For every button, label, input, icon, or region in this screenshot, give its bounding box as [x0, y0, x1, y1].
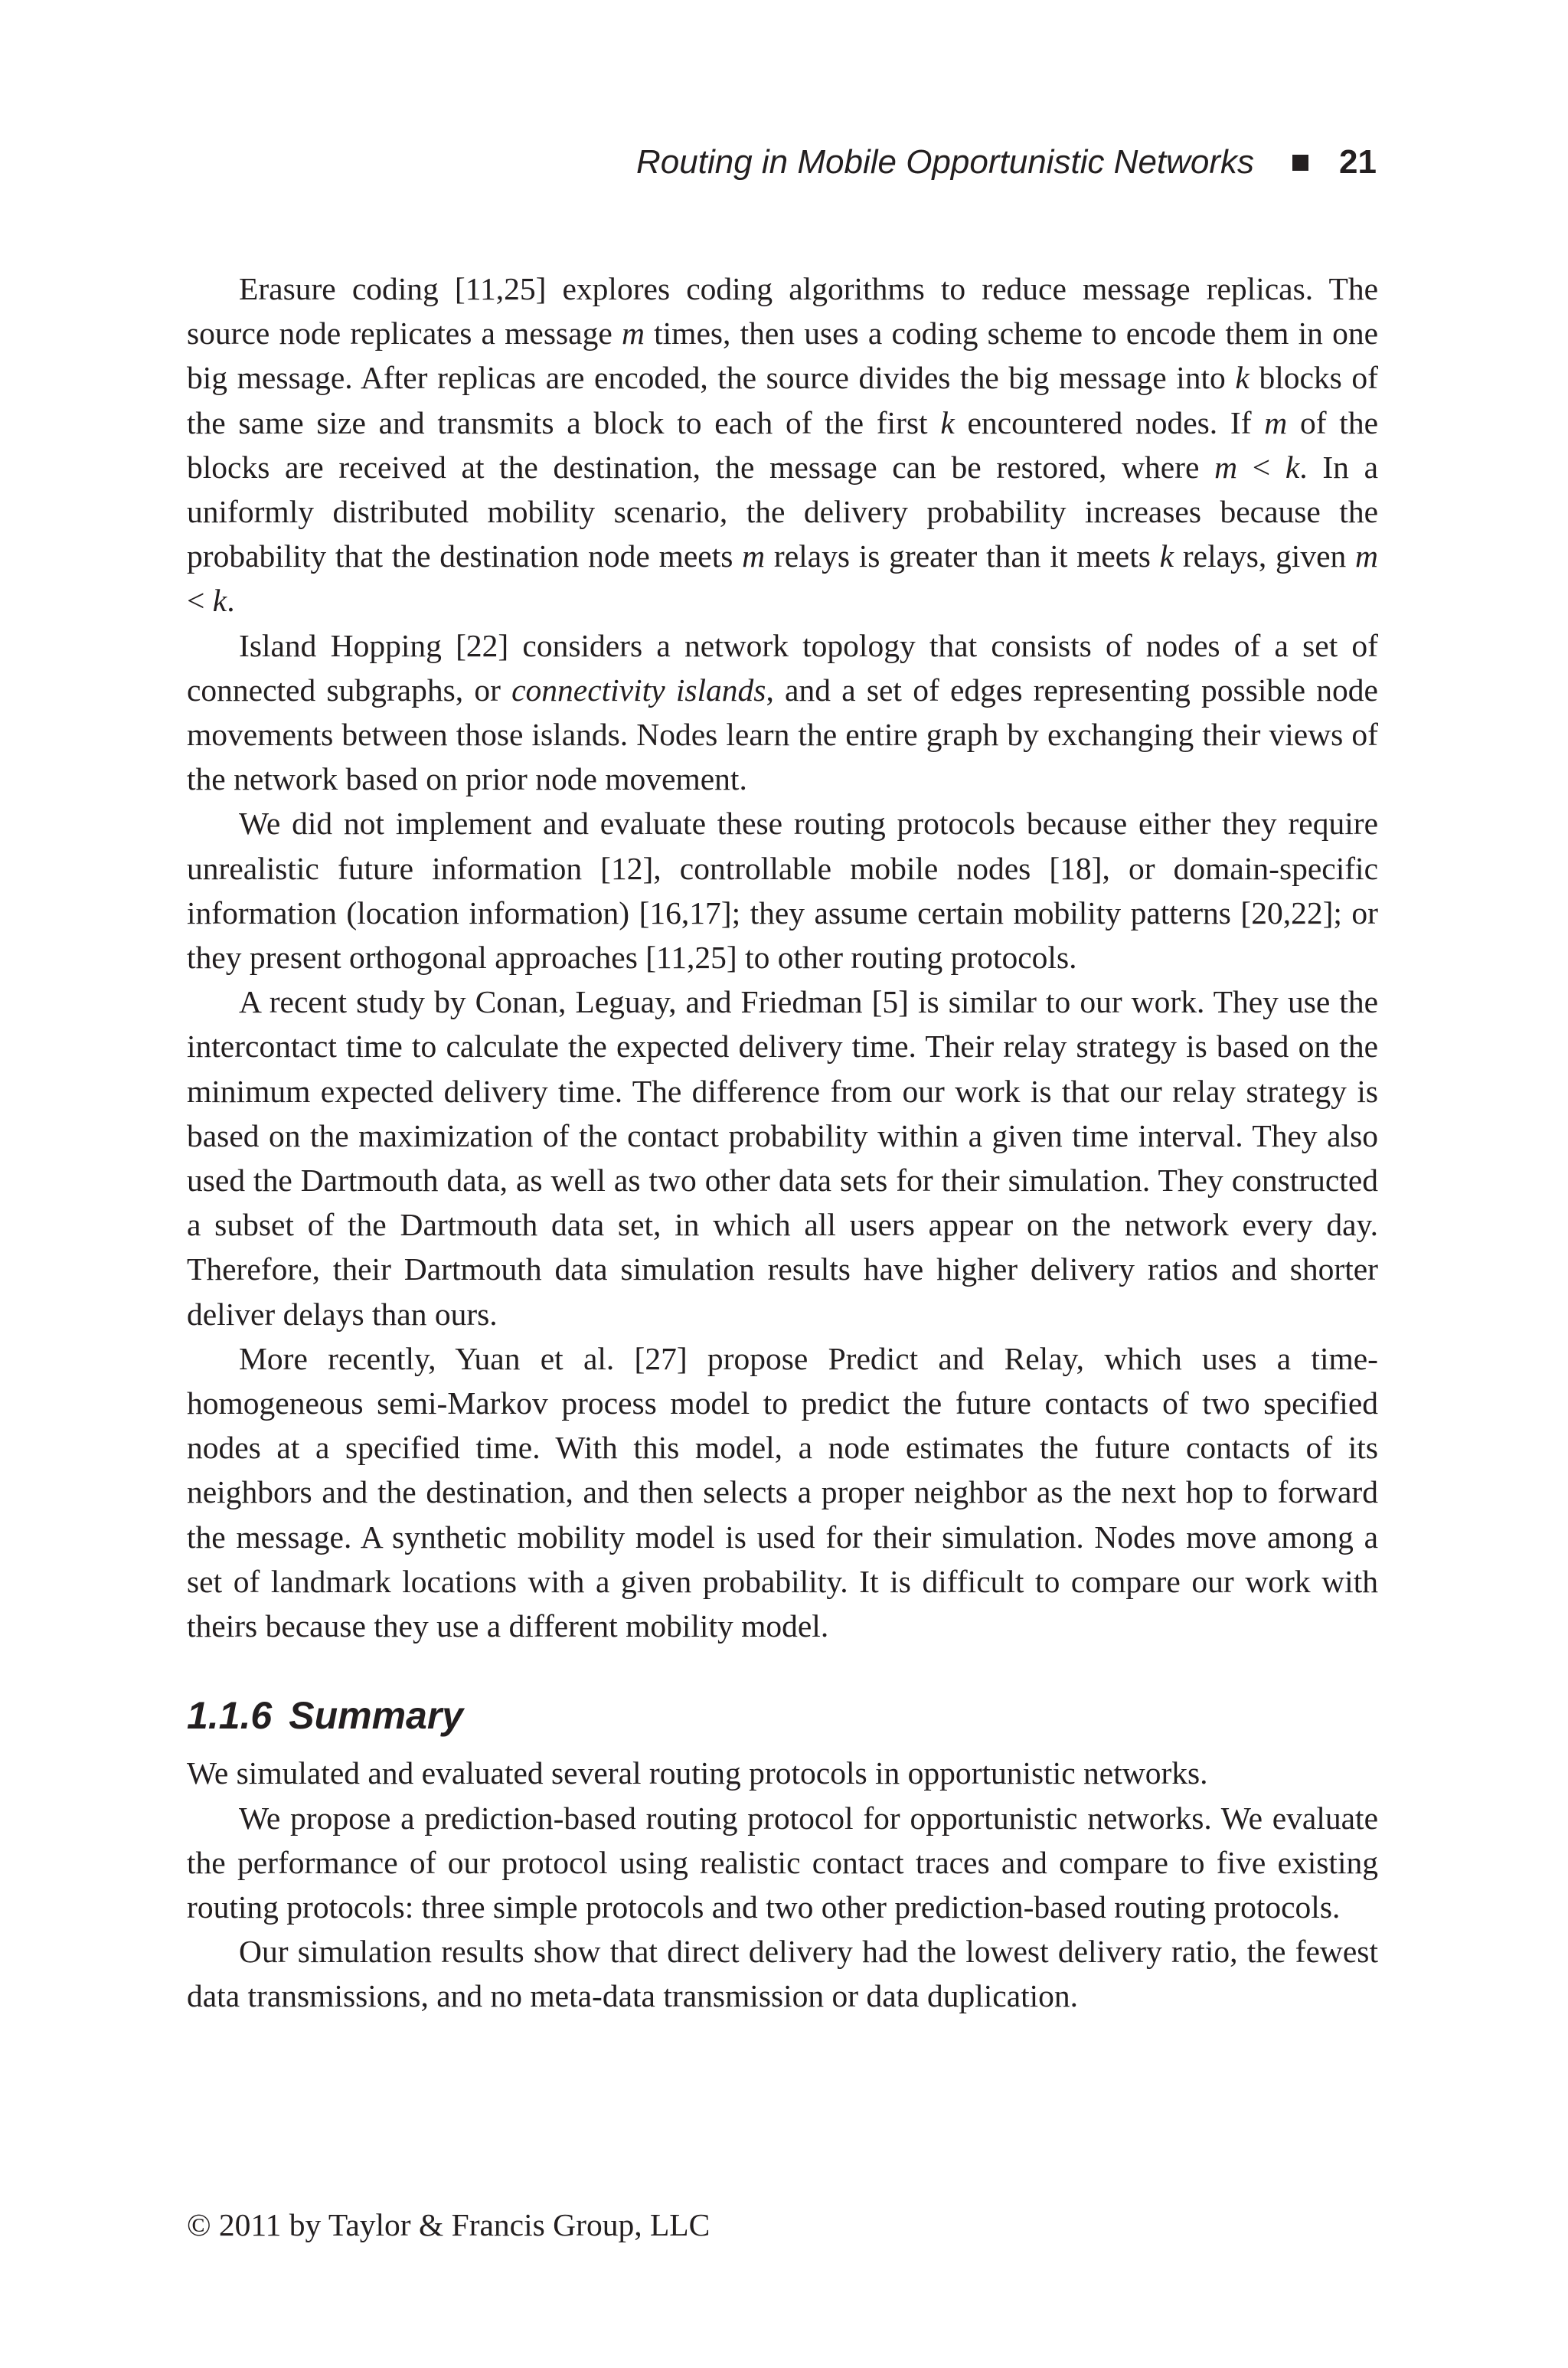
paragraph-summary-3: Our simulation results show that direct delivery had the lowest delivery ratio, the fewest data transmissions, and no meta-data transmission or data duplication.: [187, 1934, 1378, 2014]
text-run: .: [227, 583, 235, 619]
text-run: times, then uses a coding scheme to encode them in one big message. After replicas are encoded, the source divides the big message into: [187, 316, 1378, 396]
paragraph-yuan-study: More recently, Yuan et al. [27] propose Predict and Relay, which uses a time-homogeneous semi-Markov process model to predict the future contacts of two specified nodes at a specified time. With this model, a node estimates the future contacts of its neighbors and the destination, and then selects a proper neighbor as the next hop to forward the message. A synthetic mobility model is used for their simulation. Nodes move among a set of landmark locations with a given probability. It is difficult to compare our work with theirs because they use a different mobility model.: [187, 1340, 1378, 1644]
section-number: 1.1.6: [187, 1694, 273, 1738]
math-variable: k: [1285, 449, 1300, 485]
page-number: 21: [1339, 143, 1377, 181]
paragraph-island-hopping: [187, 623, 1378, 802]
copyright-footer: © 2011 by Taylor & Francis Group, LLC: [187, 2207, 710, 2242]
math-variable: m: [742, 538, 766, 574]
text-run: Erasure coding [11,25] explores coding algorithms to reduce message replicas. The source node replicates a message: [187, 271, 1378, 352]
math-variable: k: [940, 404, 955, 440]
paragraph-erasure-coding: [187, 267, 1378, 623]
text-run: blocks of the same size and transmits a block to each of the first: [187, 360, 1379, 440]
paragraph-summary-2: We propose a prediction-based routing protocol for opportunistic networks. We evaluate the performance of our protocol using realistic contact traces and compare to five existing routing protocols: three simple protocols and two other prediction-based routing protocols.: [187, 1800, 1378, 1925]
paragraph-not-implemented: We did not implement and evaluate these routing protocols because either they require unrealistic future information [12], controllable mobile nodes [18], or domain-specific information (location information) [16,17]; they assume certain mobility patterns [20,22]; or they present orthogonal approaches [11,25] to other routing protocols.: [187, 806, 1378, 976]
math-variable: k: [1159, 538, 1174, 574]
text-run: relays is greater than it meets: [765, 538, 1160, 574]
text-run: . In a uniformly distributed mobility scenario, the delivery probability increases because the probability that the destination node meets: [187, 449, 1378, 574]
text-run: encountered nodes. If: [954, 404, 1265, 440]
paragraph-summary-1: We simulated and evaluated several routing protocols in opportunistic networks.: [187, 1755, 1208, 1791]
math-variable: k: [212, 583, 227, 619]
math-variable: m: [1264, 404, 1288, 440]
paragraph-conan-study: A recent study by Conan, Leguay, and Friedman [5] is similar to our work. They use the intercontact time to calculate the expected delivery time. Their relay strategy is based on the minimum expected delivery time. The difference from our work is that our relay strategy is based on the maximization of the contact probability within a given time interval. They also used the Dartmouth data, as well as two other data sets for their simulation. They constructed a subset of the Dartmouth data set, in which all users appear on the network every day. Therefore, their Dartmouth data simulation results have higher delivery ratios and shorter deliver delays than ours.: [187, 984, 1378, 1332]
emphasis-term: connectivity islands: [511, 672, 766, 708]
text-run: relays, given: [1174, 538, 1356, 574]
text-run: <: [1237, 449, 1285, 485]
square-bullet-icon: [1292, 155, 1308, 171]
body-text: [187, 267, 1378, 2019]
text-run: Island Hopping [22] considers a network topology that consists of nodes of a set of connected subgraphs, or: [187, 627, 1378, 708]
math-variable: k: [1235, 360, 1250, 396]
section-title: Summary: [289, 1694, 464, 1738]
running-head: [636, 139, 1377, 185]
math-variable: m: [1214, 449, 1238, 485]
text-run: of the blocks are received at the destination, the message can be restored, where: [187, 404, 1378, 485]
math-variable: m: [1355, 538, 1378, 574]
section-heading: [187, 1693, 1378, 1738]
math-variable: m: [621, 316, 645, 352]
text-run: <: [187, 583, 213, 619]
text-run: , and a set of edges representing possible node movements between those islands. Nodes learn the entire graph by exchanging their views of the network based on prior node movement.: [187, 672, 1378, 797]
running-head-title: Routing in Mobile Opportunistic Networks: [636, 143, 1255, 181]
